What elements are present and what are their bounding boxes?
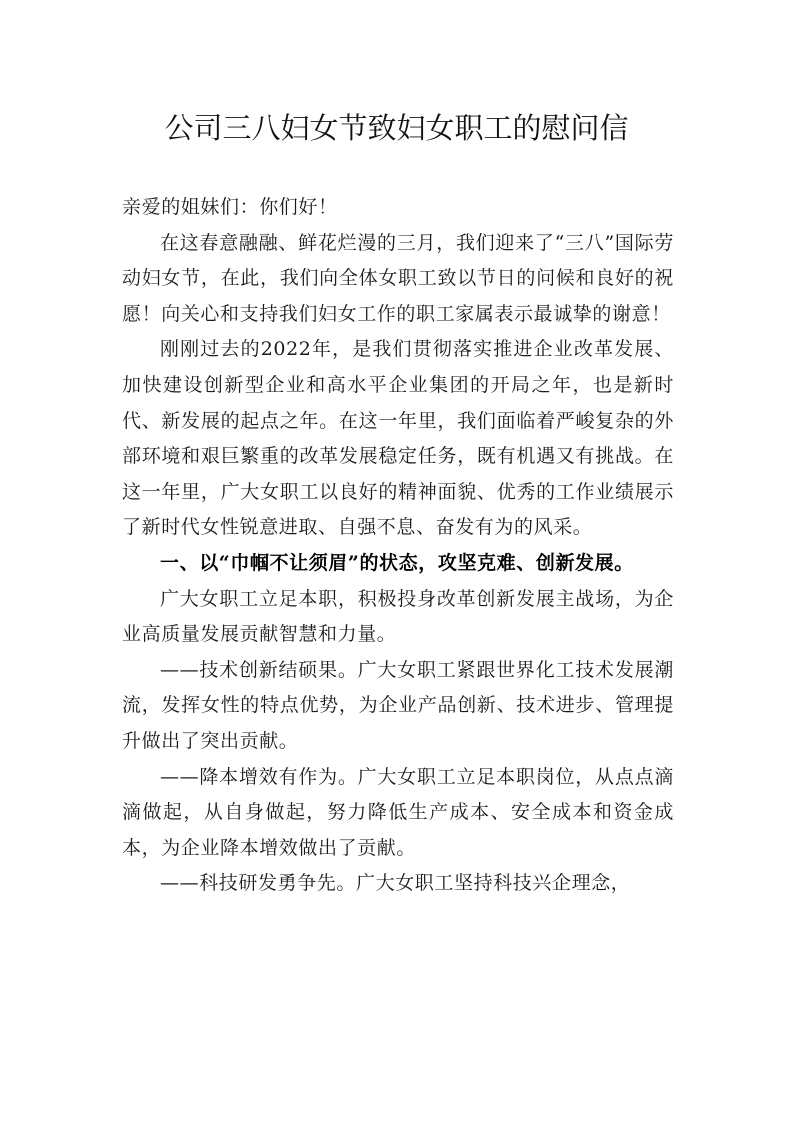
- greeting: 亲爱的姐妹们：你们好！: [122, 196, 338, 218]
- paragraph-review-2022: 刚刚过去的2022年，是我们贯彻落实推进企业改革发展、加快建设创新型企业和高水平企业集团的开局之年，也是新时代、新发展的起点之年。在这一年里，我们面临着严峻复杂的外部环境和艰巨繁重的改革发展稳定任务，既有机遇又有挑战。在这一年里，广大女职工以良好的精神面貌、优秀的工作业绩展示了新时代女性锐意进取、自强不息、奋发有为的风采。: [122, 338, 674, 539]
- paragraph-research: ——科技研发勇争先。广大女职工坚持科技兴企理念，: [160, 872, 631, 895]
- letter-body: [122, 190, 674, 902]
- paragraph-tech-innovation: ——技术创新结硕果。广大女职工紧跟世界化工技术发展潮流，发挥女性的特点优势，为企业产品创新、技术进步、管理提升做出了突出贡献。: [122, 658, 674, 752]
- paragraph-greeting-wishes: 在这春意融融、鲜花烂漫的三月，我们迎来了“三八”国际劳动妇女节，在此，我们向全体女职工致以节日的问候和良好的祝愿！向关心和支持我们妇女工作的职工家属表示最诚挚的谢意！: [122, 231, 674, 325]
- paragraph-cost-reduction: ——降本增效有作为。广大女职工立足本职岗位，从点点滴滴做起，从自身做起，努力降低生产成本、安全成本和资金成本，为企业降本增效做出了贡献。: [122, 765, 674, 859]
- section-heading-1: 一、以“巾帼不让须眉”的状态，攻坚克难、创新发展。: [160, 551, 634, 574]
- document-title: 公司三八妇女节致妇女职工的慰问信: [164, 111, 629, 145]
- paragraph-section-intro: 广大女职工立足本职，积极投身改革创新发展主战场，为企业高质量发展贡献智慧和力量。: [122, 587, 674, 646]
